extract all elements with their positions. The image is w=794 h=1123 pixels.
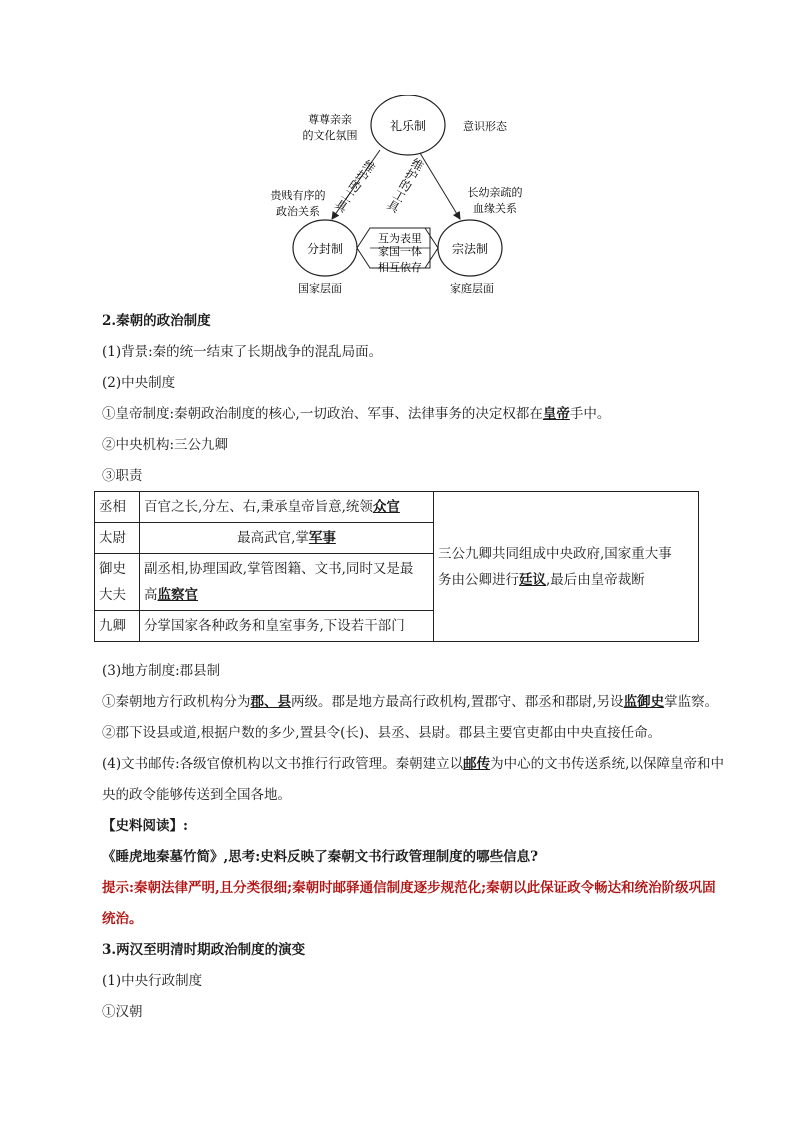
- organ-line: ②中央机构:三公九卿: [102, 437, 229, 453]
- desc-cell: 副丞相,协理国政,掌管图籍、文书,同时又是最 高监察官: [140, 554, 434, 611]
- label-family-level: 家庭层面: [450, 282, 494, 295]
- label-zunzun-1: 尊尊亲亲: [308, 113, 352, 126]
- middle-3: 相互依存: [378, 261, 422, 274]
- section-3-heading: 3.两汉至明清时期政治制度的演变: [102, 942, 306, 958]
- label-guijian-1: 贵贱有序的: [270, 189, 326, 202]
- role-cell: 太尉: [95, 523, 140, 554]
- merged-cell: 三公九卿共同组成中央政府,国家重大事 务由公卿进行廷议,最后由皇帝裁断: [434, 492, 699, 642]
- background-line: (1)背景:秦的统一结束了长期战争的混乱局面。: [102, 344, 383, 360]
- label-zhangyou-1: 长幼亲疏的: [467, 186, 523, 199]
- central-admin-title: (1)中央行政制度: [102, 973, 203, 989]
- label-zhangyou-2: 血缘关系: [473, 202, 517, 215]
- label-ideology: 意识形态: [463, 120, 507, 133]
- role-cell: 御史 大夫: [95, 554, 140, 611]
- local-title: (3)地方制度:郡县制: [102, 663, 221, 679]
- table-row: [95, 492, 699, 523]
- emperor-key: 皇帝: [542, 406, 570, 422]
- top-node-text: 礼乐制: [389, 119, 427, 133]
- left-node-text: 分封制: [306, 242, 344, 256]
- postal-line-2: 央的政令能够传送到全国各地。: [102, 787, 291, 803]
- duties-table: [94, 491, 699, 642]
- duties-title: ③职责: [102, 468, 143, 484]
- postal-line-1: (4)文书邮传:各级官僚机构以文书推行行政管理。秦朝建立以邮传为中心的文书传送系统,以保障皇帝和中: [102, 756, 724, 772]
- hint-line-1: 提示:秦朝法律严明,且分类很细;秦朝时邮驿通信制度逐步规范化;秦朝以此保证政令畅达和统治阶级巩固: [102, 880, 716, 896]
- middle-2: 家国一体: [378, 245, 422, 258]
- hint-line-2: 统治。: [102, 911, 143, 927]
- label-state-level: 国家层面: [298, 282, 342, 295]
- desc-cell: 百官之长,分左、右,秉承皇帝旨意,统领众官: [140, 492, 434, 523]
- central-title: (2)中央制度: [102, 375, 176, 391]
- desc-cell: 分掌国家各种政务和皇室事务,下设若干部门: [140, 611, 434, 642]
- relationship-diagram: [260, 95, 550, 310]
- label-tool-right: 维护的工具: [383, 155, 427, 215]
- arrow-right: [420, 153, 460, 219]
- emperor-line: ①皇帝制度:秦朝政治制度的核心,一切政治、军事、法律事务的决定权都在皇帝手中。: [102, 406, 611, 422]
- role-cell: 丞相: [95, 492, 140, 523]
- han-title: ①汉朝: [102, 1004, 143, 1020]
- desc-cell: 最高武官,掌军事: [140, 523, 434, 554]
- label-tool-left: 维护的工具: [331, 156, 378, 215]
- reading-question: 《睡虎地秦墓竹简》,思考:史料反映了秦朝文书行政管理制度的哪些信息?: [102, 849, 539, 865]
- section-2-heading: 2.秦朝的政治制度: [102, 313, 211, 329]
- middle-1: 互为表里: [378, 232, 422, 245]
- label-guijian-2: 政治关系: [276, 205, 320, 218]
- reading-title: 【史料阅读】:: [102, 818, 188, 834]
- role-cell: 九卿: [95, 611, 140, 642]
- local-line-2: ②郡下设县或道,根据户数的多少,置县令(长)、县丞、县尉。郡县主要官吏都由中央直接任命。: [102, 725, 662, 741]
- local-line-1: ①秦朝地方行政机构分为郡、县两级。郡是地方最高行政机构,置郡守、郡丞和郡尉,另设监御史掌监察。: [102, 694, 719, 710]
- label-zunzun-2: 的文化氛围: [302, 129, 358, 142]
- right-node-text: 宗法制: [451, 242, 489, 256]
